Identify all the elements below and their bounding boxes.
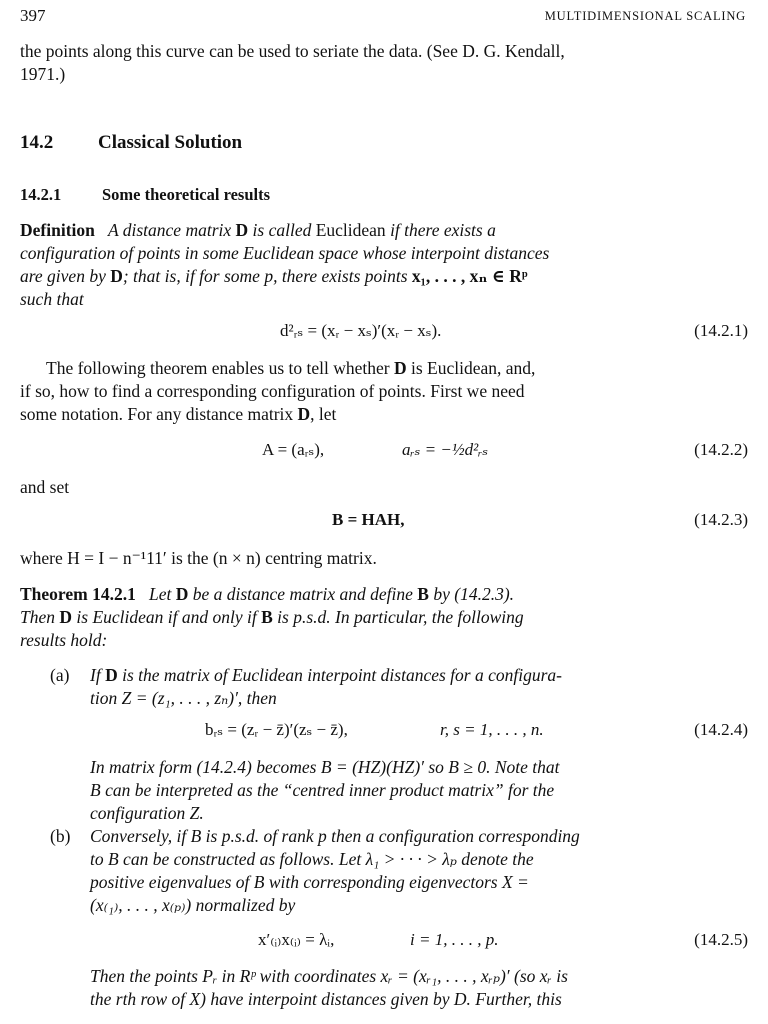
part-a-line-2: tion Z = (z₁, . . . , zₙ)′, then <box>90 688 277 708</box>
definition-label: Definition <box>20 220 95 240</box>
theorem-label: Theorem 14.2.1 <box>20 584 136 604</box>
intro-line-2: 1971.) <box>20 64 66 84</box>
part-a-label: (a) <box>50 665 70 685</box>
definition-line-2: configuration of points in some Euclidean space whose interpoint distances <box>20 243 550 263</box>
theorem-line-3: results hold: <box>20 630 108 650</box>
section-title: Classical Solution <box>98 132 243 153</box>
equation-14-2-3: B = HAH, <box>332 510 405 529</box>
equation-14-2-4-range: r, s = 1, . . . , n. <box>440 720 544 739</box>
subsection-number: 14.2.1 <box>20 185 62 204</box>
part-a-line-4: B can be interpreted as the “centred inner product matrix” for the <box>90 780 555 800</box>
theorem-line-2: Then D is Euclidean if and only if B is p.s.d. In particular, the following <box>20 607 524 627</box>
part-a-line-5: configuration Z. <box>90 803 204 823</box>
section-number: 14.2 <box>20 132 54 153</box>
equation-14-2-1: d²ᵣₛ = (xᵣ − xₛ)′(xᵣ − xₛ). <box>280 321 442 340</box>
para1-line-2: if so, how to find a corresponding configuration of points. First we need <box>20 381 525 401</box>
para1-line-1: The following theorem enables us to tell whether D is Euclidean, and, <box>46 358 536 378</box>
definition-line-1: Definition A distance matrix D is called Euclidean if there exists a <box>20 220 496 240</box>
part-a-line-3: In matrix form (14.2.4) becomes B = (HZ)(HZ)′ so B ≥ 0. Note that <box>90 757 560 777</box>
equation-14-2-2-left: A = (aᵣₛ), <box>262 440 325 459</box>
definition-line-4: such that <box>20 289 84 309</box>
and-set-text: and set <box>20 477 70 497</box>
running-title: MULTIDIMENSIONAL SCALING <box>544 9 746 23</box>
part-b-line-2: to B can be constructed as follows. Let λ₁ > · · · > λₚ denote the <box>90 849 534 869</box>
part-b-line-6: the rth row of X) have interpoint distances given by D. Further, this <box>90 989 562 1009</box>
theorem-line-1: Theorem 14.2.1 Let D be a distance matrix and define B by (14.2.3). <box>20 584 515 604</box>
subsection-heading <box>20 185 270 205</box>
equation-number-14-2-2: (14.2.2) <box>694 440 748 459</box>
equation-14-2-4: bᵣₛ = (zᵣ − z̄)′(zₛ − z̄), <box>205 720 348 739</box>
page-number: 397 <box>20 6 46 25</box>
part-b-label: (b) <box>50 826 71 846</box>
definition-line-3: are given by D; that is, if for some p, there exists points x₁, . . . , xₙ ∈ Rᵖ <box>20 266 528 286</box>
part-b-line-4: (x₍₁₎, . . . , x₍ₚ₎) normalized by <box>90 895 296 915</box>
intro-line-1: the points along this curve can be used to seriate the data. (See D. G. Kendall, <box>20 41 565 61</box>
section-heading <box>20 132 242 154</box>
part-b-line-1: Conversely, if B is p.s.d. of rank p then a configuration corresponding <box>90 826 580 846</box>
equation-number-14-2-3: (14.2.3) <box>694 510 748 529</box>
equation-number-14-2-5: (14.2.5) <box>694 930 748 949</box>
part-a-line-1: If D is the matrix of Euclidean interpoint distances for a configura- <box>90 665 562 685</box>
equation-number-14-2-1: (14.2.1) <box>694 321 748 340</box>
equation-14-2-2-right: aᵣₛ = −½d²ᵣₛ <box>402 440 489 459</box>
equation-number-14-2-4: (14.2.4) <box>694 720 748 739</box>
part-b-line-3: positive eigenvalues of B with corresponding eigenvectors X = <box>90 872 529 892</box>
para1-line-3: some notation. For any distance matrix D, let <box>20 404 337 424</box>
equation-14-2-5: x′₍ᵢ₎x₍ᵢ₎ = λᵢ, <box>258 930 335 949</box>
part-b-line-5: Then the points Pᵣ in Rᵖ with coordinates xᵣ = (xᵣ₁, . . . , xᵣₚ)′ (so xᵣ is <box>90 966 568 986</box>
where-line: where H = I − n⁻¹11′ is the (n × n) centring matrix. <box>20 548 377 568</box>
equation-14-2-5-range: i = 1, . . . , p. <box>410 930 499 949</box>
subsection-title: Some theoretical results <box>102 185 271 204</box>
